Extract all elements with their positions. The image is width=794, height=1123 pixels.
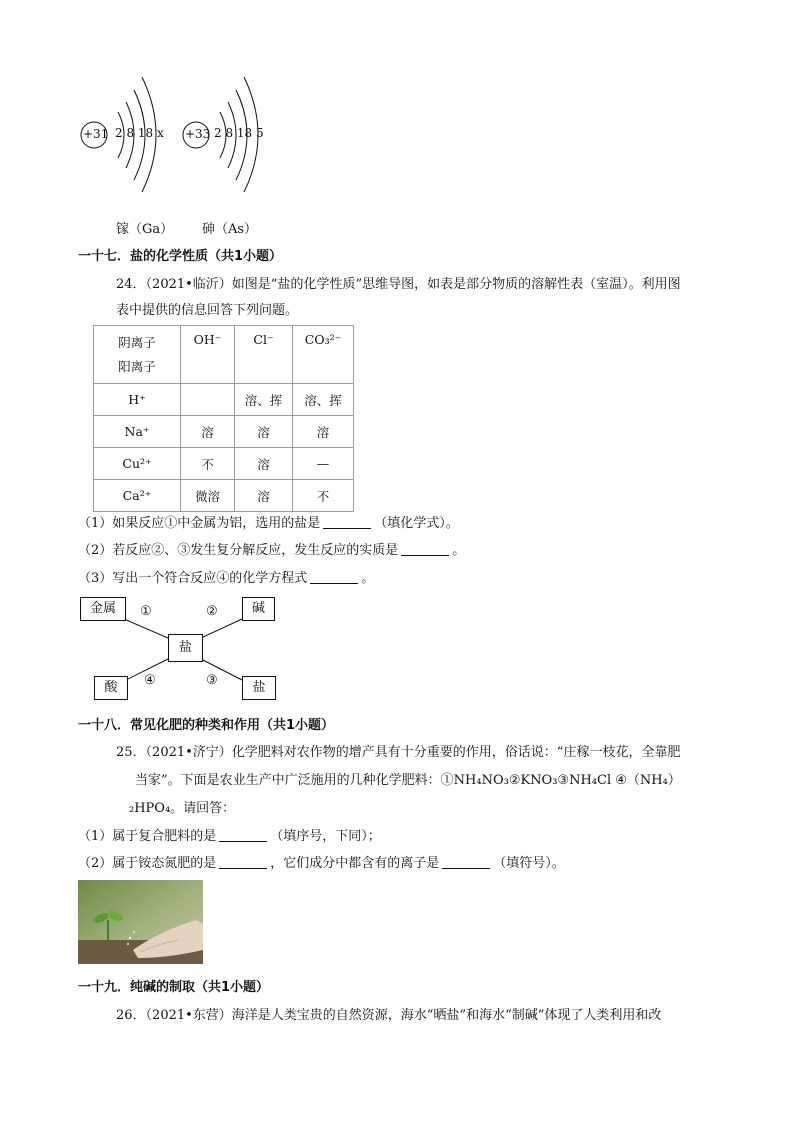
section-heading-17: 一十七．盐的化学性质（共1小题） (78, 249, 283, 264)
atom-as-nucleus: +33 (185, 127, 211, 141)
anion-header: CO₃²⁻ (293, 326, 354, 384)
mindmap-node-salt: 盐 (242, 676, 276, 700)
table-cell: 溶 (181, 416, 235, 448)
question-25-line1: 25．（2021•济宁）化学肥料对农作物的增产具有十分重要的作用，俗话说：“庄稼一枝花，全靠肥 (116, 745, 681, 760)
answer-blank[interactable] (442, 855, 490, 869)
question-25-sub1: （1）属于复合肥料的是 （填序号，下同）； (78, 829, 381, 844)
section-heading-19: 一十九．纯碱的制取（共1小题） (78, 980, 270, 995)
table-cell: 溶 (235, 416, 293, 448)
reaction-number-1: ① (140, 604, 152, 619)
cation-cell: Na⁺ (94, 416, 181, 448)
question-25-line3: ₂HPO₄。请回答： (129, 801, 236, 816)
reaction-number-2: ② (206, 604, 218, 619)
question-25-line2: 当家”。下面是农业生产中广泛施用的几种化学肥料：①NH₄NO₃②KNO₃③NH₄Cl ④（NH₄） (135, 773, 681, 788)
question-24-sub3: （3）写出一个符合反应④的化学方程式 。 (78, 571, 375, 586)
table-cell: 溶 (235, 480, 293, 512)
question-24-line2: 表中提供的信息回答下列问题。 (116, 303, 299, 318)
mindmap-node-base: 碱 (242, 597, 275, 621)
answer-blank[interactable] (219, 828, 267, 842)
mindmap-node-metal: 金属 (80, 597, 126, 621)
table-cell: 不 (293, 480, 354, 512)
table-cell: 溶、挥 (293, 384, 354, 416)
section-heading-18: 一十八．常见化肥的种类和作用（共1小题） (78, 718, 335, 733)
cation-cell: Ca²⁺ (94, 480, 181, 512)
table-cell: — (293, 448, 354, 480)
table-cell: 溶、挥 (235, 384, 293, 416)
table-cell: 溶 (235, 448, 293, 480)
question-24-line1: 24．（2021•临沂）如图是“盐的化学性质”思维导图，如表是部分物质的溶解性表（室温）。利用图 (116, 277, 681, 292)
question-26-line1: 26．（2021•东营）海洋是人类宝贵的自然资源，海水“晒盐”和海水“制碱”体现了人类利用和改 (116, 1008, 662, 1023)
atom-ga-nucleus: +31 (83, 127, 109, 141)
reaction-number-4: ④ (144, 673, 156, 688)
anion-header: OH⁻ (181, 326, 235, 384)
atom-ga-shells: 2 8 18 x (115, 126, 164, 140)
mindmap-node-acid: 酸 (94, 676, 128, 700)
table-cell: 不 (181, 448, 235, 480)
atom-ga-caption: 镓（Ga） (116, 222, 174, 237)
atom-as-shells: 2 8 18 5 (214, 126, 264, 140)
table-cell: 微溶 (181, 480, 235, 512)
question-24-sub2: （2）若反应②、③发生复分解反应，发生反应的实质是 。 (78, 543, 466, 558)
corner-cation-label: 阳离子 (118, 358, 156, 374)
atom-as-caption: 砷（As） (202, 222, 258, 237)
anion-header: Cl⁻ (235, 326, 293, 384)
mindmap-node-center-salt: 盐 (168, 634, 203, 662)
cation-cell: Cu²⁺ (94, 448, 181, 480)
fertilizer-photo (78, 880, 203, 964)
answer-blank[interactable] (219, 855, 267, 869)
reaction-number-3: ③ (206, 673, 218, 688)
table-cell: 溶 (293, 416, 354, 448)
cation-cell: H⁺ (94, 384, 181, 416)
question-24-sub1: （1）如果反应①中金属为铝，选用的盐是 （填化学式）。 (78, 516, 459, 531)
corner-anion-label: 阴离子 (118, 334, 156, 350)
question-25-sub2: （2）属于铵态氮肥的是 ，它们成分中都含有的离子是 （填符号）。 (78, 856, 565, 871)
